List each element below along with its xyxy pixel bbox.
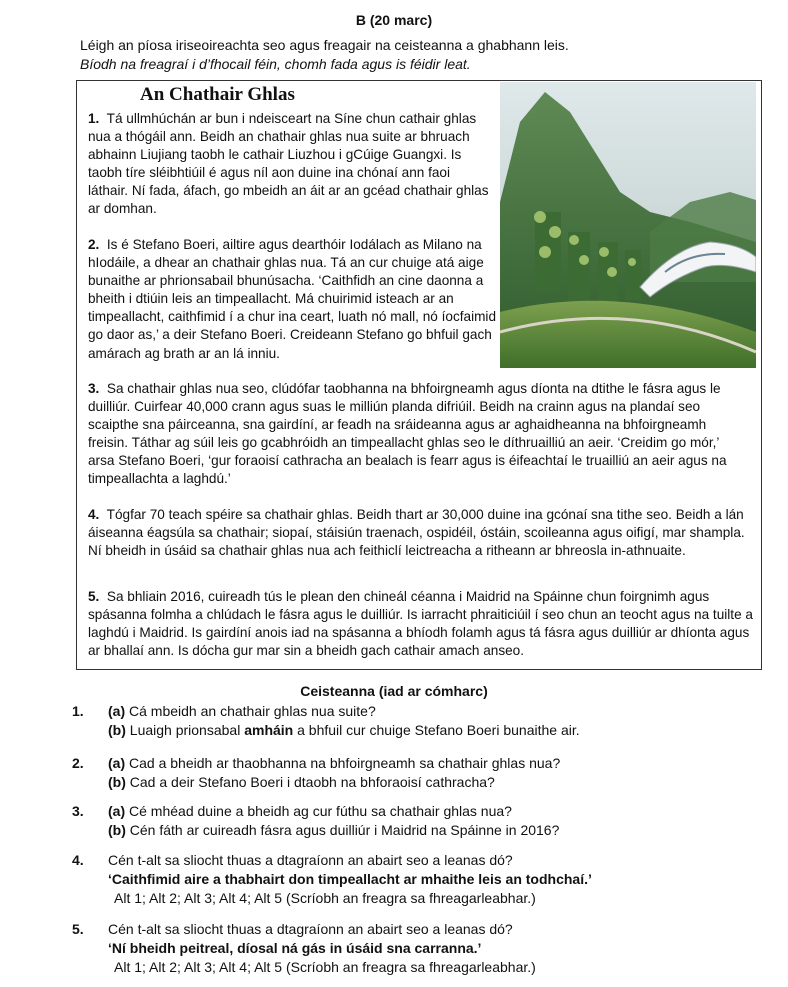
instructions [80,36,569,73]
question-1a: (a) Cá mbeidh an chathair ghlas nua suite? [108,703,376,719]
question-3b: (b) Cén fáth ar cuireadh fásra agus duilliúr i Maidrid na Spáinne in 2016? [108,822,560,838]
question-1b: (b) Luaigh prionsabal amháin a bhfuil cur chuige Stefano Boeri bunaithe air. [108,722,580,738]
article-paragraph-4: 4. Tógfar 70 teach spéire sa chathair ghlas. Beidh thart ar 30,000 duine ina gcónaí sna tithe seo. Beidh a lán áiseanna éagsúla sa chathair; siopaí, stáisiún traenach, ospidéil, óstáin, scoileanna agus oifigí, mar shampla. Ní bheidh in úsáid sa chathair ghlas nua ach feithiclí leictreacha a ritheann ar bhreosla in-athnuaite. [88,507,745,559]
question-2a: (a) Cad a bheidh ar thaobhanna na bhfoirgneamh sa chathair ghlas nua? [108,755,561,771]
question-5-quote: ‘Ní bheidh peitreal, díosal ná gás in úsáid sna carranna.’ [108,940,482,956]
questions-heading: Ceisteanna (iad ar cómharc) [300,683,488,699]
article-paragraph-1: 1. Tá ullmhúchán ar bun i ndeisceart na Síne chun cathair ghlas nua a thógáil ann. Beidh an chathair ghlas nua suite ar bhruach abhainn Liujiang taobh le cathair Liuzhou i gCúige Guangxi. Is taobh tíre sléibhtiúil é agus níl aon duine ina chónaí ann faoi láthair. Ní fada, áfach, go mbeidh an áit ar an gcéad chathair ghlas ar domhan. [88,111,489,217]
green-city-photo [500,82,756,368]
article-paragraph-2: 2. Is é Stefano Boeri, ailtire agus dearthóir Iodálach as Milano na hIodáile, a dhear an chathair ghlas nua. Tá an cur chuige atá aige bunaithe ar phrionsabail bhunúsacha. ‘Caithfidh an cine daonna a bheith i dtiúin leis an timpeallacht. Má chuirimid isteach ar an timpeallacht, caithfimid í a chur ina ceart, luath nó mall, nó íocfaimid go daor as,’ a deir Stefano Boeri. Creideann Stefano go bhfuil gach amárach ag brath ar an lá inniu. [88,237,497,361]
article-paragraph-3: 3. Sa chathair ghlas nua seo, clúdófar taobhanna na bhfoirgneamh agus díonta na dtithe le fásra agus le duilliúr. Cuirfear 40,000 crann agus suas le milliún planda difriúil. Beidh na crainn agus na plandaí seo scaipthe sna páirceanna, sna gairdíní, ar feadh na sráideanna agus ar aghaidheanna na bhfoirgneamh freisin. Táthar ag súil leis go gcabhróidh an timpeallacht ghlas seo le díthruailliú an aeir. ‘Creidim go mór,’ arsa Stefano Boeri, ‘gur foraoisí cathracha an bealach is fearr agus is éifeachtaí le truailliú an aeir agus na timpeallachta a laghdú.’ [88,381,727,487]
section-heading: B (20 marc) [355,12,433,28]
instruction-line-2: Bíodh na freagraí i d’fhocail féin, chomh fada agus is féidir leat. [80,55,471,72]
question-5-options: Alt 1; Alt 2; Alt 3; Alt 4; Alt 5 (Scríobh an freagra sa fhreagarleabhar.) [114,959,536,975]
question-4-quote: ‘Caithfimid aire a thabhairt don timpeallacht ar mhaithe leis an todhchaí.’ [108,871,592,887]
instruction-line-1: Léigh an píosa iriseoireachta seo agus freagair na ceisteanna a ghabhann leis. [80,37,569,53]
question-5-prompt: Cén t-alt sa sliocht thuas a dtagraíonn an abairt seo a leanas dó? [108,921,513,937]
exam-page: B (20 marc) Léigh an píosa iriseoireachta seo agus freagair na ceisteanna a ghabhann leis. Bíodh na freagraí i d’fhocail féin, chomh fada agus is féidir leat. An Chathair Ghlas 1. Tá ullmhúchán ar bun i ndeisceart na Síne chun cathair ghlas nua a thógáil ann. Beidh an chathair ghlas nua suite ar bhruach abhainn Liujiang taobh le cathair Liuzhou i gCúige Guangxi. Is taobh tíre sléibhtiúil é agus níl aon duine ina chónaí ann faoi láthair. Ní fada, áfach, go mbeidh an áit ar an gcéad chathair ghlas ar domhan. 2. Is é Stefano Boeri, ailtire agus dearthóir Iodálach as Milano na hIodáile, a dhear an chathair ghlas nua. Tá an cur chuige atá aige bunaithe ar phrionsabail bhunúsacha. ‘Caithfidh an cine daonna a bheith i dtiúin leis an timpeallacht. Má chuirimid isteach ar an timpeallacht, caithfimid í a chur ina ceart, luath nó mall, nó íocfaimid go daor as,’ a deir Stefano Boeri. Creideann Stefano go bhfuil gach amárach ag brath ar an lá inniu. 3. Sa chathair ghlas nua seo, clúdófar taobhanna na bhfoirgneamh agus díonta na dtithe le fásra agus le duilliúr. Cuirfear 40,000 crann agus suas le milliún planda difriúil. Beidh na crainn agus na plandaí seo scaipthe sna páirceanna, sna gairdíní, ar feadh na sráideanna agus ar aghaidheanna na bhfoirgneamh freisin. Táthar ag súil leis go gcabhróidh an timpeallacht ghlas seo le díthruailliú an aeir. ‘Creidim go mór,’ arsa Stefano Boeri, ‘gur foraoisí cathracha an bealach is fearr agus is éifeachtaí le truailliú an aeir agus na timpeallachta a laghdú.’ 4. Tógfar 70 teach spéire sa chathair ghlas. Beidh thart ar 30,000 duine ina gcónaí sna tithe seo. Beidh a lán áiseanna éagsúla sa chathair; siopaí, stáisiún traenach, ospidéil, óstáin, scoileanna agus oifigí, mar shampla. Ní bheidh in úsáid sa chathair ghlas nua ach feithiclí leictreacha a ritheann ar bhreosla in-athnuaite. 5. Sa bhliain 2016, cuireadh tús le plean den chineál céanna i Maidrid na Spáinne chun foirgnimh agus spásanna folmha a chlúdach le fásra agus le duilliúr. Is iarracht phraiticiúil í seo chun an teocht agus na tuilte a laghdú i Maidrid. Is gairdíní anois iad na spásanna a bhíodh folamh agus tá fásra agus duilliúr ar dhíonta agus ar bhallaí ann. Is dócha gur mar sin a bheidh gach cathair amach anseo. Ceisteanna (iad ar cómharc) 1. (a) Cá mbeidh an chathair ghlas nua suite? (b) Luaigh prionsabal amháin a bhfuil cur chuige Stefano Boeri bunaithe air. 2. (a) Cad a bheidh ar thaobhanna na bhfoirgneamh sa chathair ghlas nua? (b) Cad a deir Stefano Boeri i dtaobh na bhforaoisí cathracha? 3. (a) Cé mhéad duine a bheidh ag cur fúthu sa chathair ghlas nua? (b) Cén fáth ar cuireadh fásra agus duilliúr i Maidrid na Spáinne in 2016? 4. Cén t-alt sa sliocht thuas a dtagraíonn an abairt seo a leanas dó? ‘Caithfimid aire a thabhairt don timpeallacht ar mhaithe leis an todhchaí.’ Alt 1; Alt 2; Alt 3; Alt 4; Alt 5 (Scríobh an freagra sa fhreagarleabhar.) 5. Cén t-alt sa sliocht thuas a dtagraíonn an abairt seo a leanas dó? ‘Ní bheidh peitreal, díosal ná gás in úsáid sna carranna.’ Alt 1; Alt 2; Alt 3; Alt 4; Alt 5 (Scríobh an freagra sa fhreagarleabhar.) [0,0,788,987]
article-title: An Chathair Ghlas [140,84,295,105]
question-4-prompt: Cén t-alt sa sliocht thuas a dtagraíonn an abairt seo a leanas dó? [108,852,513,868]
question-4-options: Alt 1; Alt 2; Alt 3; Alt 4; Alt 5 (Scríobh an freagra sa fhreagarleabhar.) [114,890,536,906]
question-3a: (a) Cé mhéad duine a bheidh ag cur fúthu sa chathair ghlas nua? [108,803,512,819]
question-2b: (b) Cad a deir Stefano Boeri i dtaobh na bhforaoisí cathracha? [108,774,495,790]
article-paragraph-5: 5. Sa bhliain 2016, cuireadh tús le plean den chineál céanna i Maidrid na Spáinne chun foirgnimh agus spásanna folmha a chlúdach le fásra agus le duilliúr. Is iarracht phraiticiúil í seo chun an teocht agus na tuilte a laghdú i Maidrid. Is gairdíní anois iad na spásanna a bhíodh folamh agus tá fásra agus duilliúr ar dhíonta agus ar bhallaí ann. Is dócha gur mar sin a bheidh gach cathair amach anseo. [88,589,753,659]
